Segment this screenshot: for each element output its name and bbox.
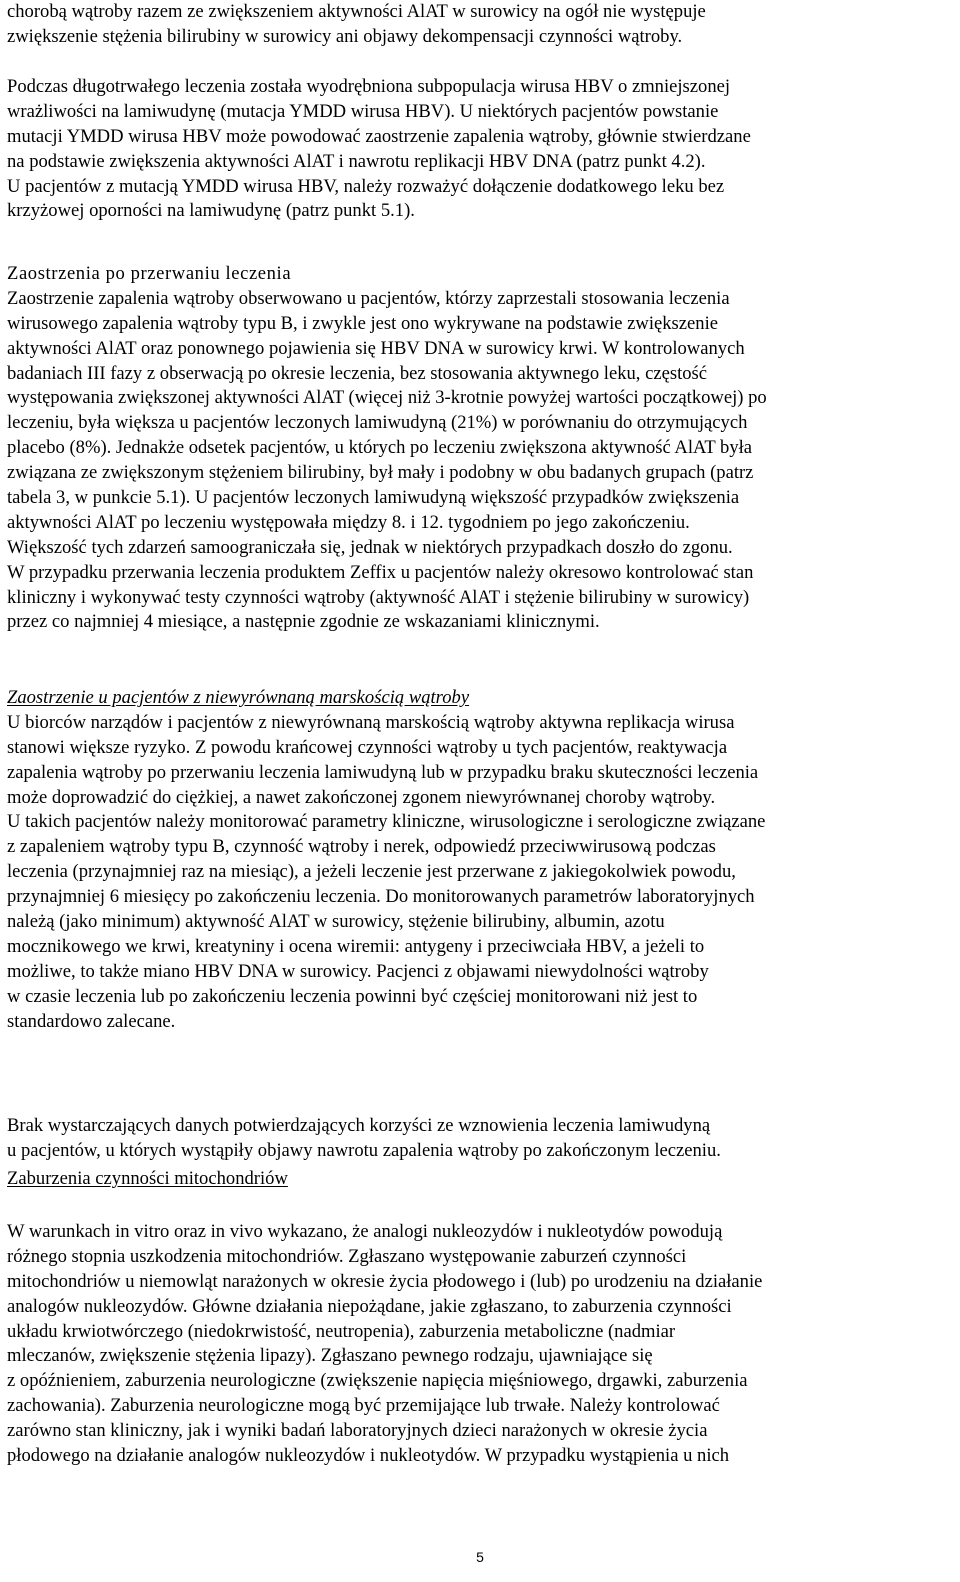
text-line: U pacjentów z mutacją YMDD wirusa HBV, należy rozważyć dołączenie dodatkowego leku bez: [7, 175, 725, 197]
mitochondria-heading-block: [7, 1167, 957, 1192]
text-line: mleczanów, zwiększenie stężenia lipazy). Zgłaszano pewnego rodzaju, ujawniające się: [7, 1345, 653, 1367]
text-line: wrażliwości na lamiwudynę (mutacja YMDD wirusa HBV). U niektórych pacjentów powstanie: [7, 100, 719, 122]
text-line: kliniczny i wykonywać testy czynności wątroby (aktywność AlAT i stężenie bilirubiny w surowicy): [7, 586, 750, 608]
text-line: mitochondriów u niemowląt narażonych w okresie życia płodowego i (lub) po urodzeniu na działanie: [7, 1270, 763, 1292]
mitochondria-paragraph: [7, 1220, 957, 1469]
text-line: zapalenia wątroby po przerwaniu leczenia lamiwudyną lub w przypadku braku skuteczności leczenia: [7, 761, 759, 783]
text-line: Brak wystarczających danych potwierdzających korzyści ze wznowienia leczenia lamiwudyną: [7, 1115, 711, 1136]
text-line: stanowi większe ryzyko. Z powodu krańcowej czynności wątroby u tych pacjentów, reaktywacja: [7, 736, 728, 758]
text-line: różnego stopnia uszkodzenia mitochondriów. Zgłaszano występowanie zaburzeń czynności: [7, 1245, 687, 1267]
text-line: możliwe, to także miano HBV DNA w surowicy. Pacjenci z objawami niewydolności wątroby: [7, 960, 709, 982]
exacerbation-section: [7, 262, 957, 635]
text-line: w czasie leczenia lub po zakończeniu leczenia powinni być częściej monitorowani niż jest to: [7, 985, 698, 1007]
text-line: standardowo zalecane.: [7, 1010, 176, 1032]
text-line: krzyżowej oporności na lamiwudynę (patrz punkt 5.1).: [7, 200, 415, 222]
cirrhosis-section: [7, 686, 957, 1034]
text-line: należą (jako minimum) aktywność AlAT w surowicy, stężenie bilirubiny, albumin, azotu: [7, 911, 665, 933]
text-line: Zaostrzenie zapalenia wątroby obserwowano u pacjentów, którzy zaprzestali stosowania leczenia: [7, 287, 730, 309]
text-line: płodowego na działanie analogów nukleozydów i nukleotydów. W przypadku wystąpienia u nich: [7, 1445, 730, 1467]
text-line: analogów nukleozydów. Główne działania niepożądane, jakie zgłaszano, to zaburzenia czynności: [7, 1295, 732, 1317]
text-line: placebo (8%). Jednakże odsetek pacjentów, u których po leczeniu zwiększona aktywność AlAT była: [7, 437, 753, 459]
section-heading: Zaburzenia czynności mitochondriów: [7, 1168, 288, 1189]
text-line: układu krwiotwórczego (niedokrwistość, neutropenia), zaburzenia metaboliczne (nadmiar: [7, 1320, 676, 1342]
section-heading: Zaostrzenia po przerwaniu leczenia: [7, 263, 292, 284]
text-line: wirusowego zapalenia wątroby typu B, i zwykle jest ono wykrywane na podstawie zwiększenie: [7, 312, 719, 334]
text-line: Podczas długotrwałego leczenia została wyodrębniona subpopulacja wirusa HBV o zmniejszonej: [7, 76, 731, 97]
text-line: mocznikowego we krwi, kreatyniny i ocena wiremii: antygeny i przeciwciała HBV, a jeżeli to: [7, 935, 705, 957]
text-line: z opóźnieniem, zaburzenia neurologiczne (zwiększenie napięcia mięśniowego, drgawki, zaburzenia: [7, 1370, 748, 1392]
text-line: mutacji YMDD wirusa HBV może powodować zaostrzenie zapalenia wątroby, głównie stwierdzane: [7, 125, 751, 147]
text-line: aktywności AlAT po leczeniu występowała między 8. i 12. tygodniem po jego zakończeniu.: [7, 511, 690, 533]
text-line: W przypadku przerwania leczenia produktem Zeffix u pacjentów należy okresowo kontrolować stan: [7, 561, 754, 583]
page-number: 5: [476, 1549, 484, 1565]
text-line: występowania zwiększonej aktywności AlAT (więcej niż 3-krotnie powyżej wartości początkowej) po: [7, 387, 767, 409]
retreatment-paragraph: [7, 1114, 957, 1164]
ymdd-mutation-paragraph: [7, 75, 957, 224]
text-line: Większość tych zdarzeń samoograniczała się, jednak w niektórych przypadkach doszło do zgonu.: [7, 536, 733, 558]
text-line: W warunkach in vitro oraz in vivo wykazano, że analogi nukleozydów i nukleotydów powodują: [7, 1221, 723, 1242]
text-line: przez co najmniej 4 miesiące, a następnie zgodnie ze wskazaniami klinicznymi.: [7, 611, 600, 633]
text-line: badaniach III fazy z obserwacją po okresie leczenia, bez stosowania aktywnego leku, częstość: [7, 362, 708, 384]
text-line: U takich pacjentów należy monitorować parametry kliniczne, wirusologiczne i serologiczne związane: [7, 811, 766, 833]
text-line: tabela 3, w punkcie 5.1). U pacjentów leczonych lamiwudyną większość przypadków zwiększenia: [7, 487, 740, 509]
text-line: aktywności AlAT oraz ponownego pojawienia się HBV DNA w surowicy krwi. W kontrolowanych: [7, 337, 745, 359]
text-line: chorobą wątroby razem ze zwiększeniem aktywności AlAT w surowicy na ogół nie występuje: [7, 1, 706, 22]
text-line: zachowania). Zaburzenia neurologiczne mogą być przemijające lub trwałe. Należy kontrolować: [7, 1395, 720, 1417]
text-line: może doprowadzić do ciężkiej, a nawet zakończonej zgonem niewyrównanej choroby wątroby.: [7, 786, 716, 808]
text-line: zwiększenie stężenia bilirubiny w surowicy ani objawy dekompensacji czynności wątroby.: [7, 25, 683, 47]
section-heading: Zaostrzenie u pacjentów z niewyrównaną marskością wątroby: [7, 687, 470, 708]
text-line: zarówno stan kliniczny, jak i wyniki badań laboratoryjnych dzieci narażonych w okresie życia: [7, 1420, 708, 1442]
text-line: leczeniu, była większa u pacjentów leczonych lamiwudyną (21%) w porównaniu do otrzymujących: [7, 412, 748, 434]
text-line: przynajmniej 6 miesięcy po zakończeniu leczenia. Do monitorowanych parametrów laboratoryjnych: [7, 886, 755, 908]
text-line: z zapaleniem wątroby typu B, czynność wątroby i nerek, odpowiedź przeciwwirusową podczas: [7, 836, 716, 858]
text-line: leczenia (przynajmniej raz na miesiąc), a jeżeli leczenie jest przerwane z jakiegokolwiek powodu,: [7, 861, 736, 883]
text-line: na podstawie zwiększenia aktywności AlAT i nawrotu replikacji HBV DNA (patrz punkt 4.2).: [7, 150, 706, 172]
text-line: związana ze zwiększonym stężeniem bilirubiny, był mały i podobny w obu badanych grupach (patrz: [7, 462, 754, 484]
text-line: u pacjentów, u których wystąpiły objawy nawrotu zapalenia wątroby po zakończonym leczeniu.: [7, 1139, 721, 1161]
text-line: U biorców narządów i pacjentów z niewyrównaną marskością wątroby aktywna replikacja wirusa: [7, 711, 735, 733]
continuation-paragraph: [7, 0, 957, 50]
